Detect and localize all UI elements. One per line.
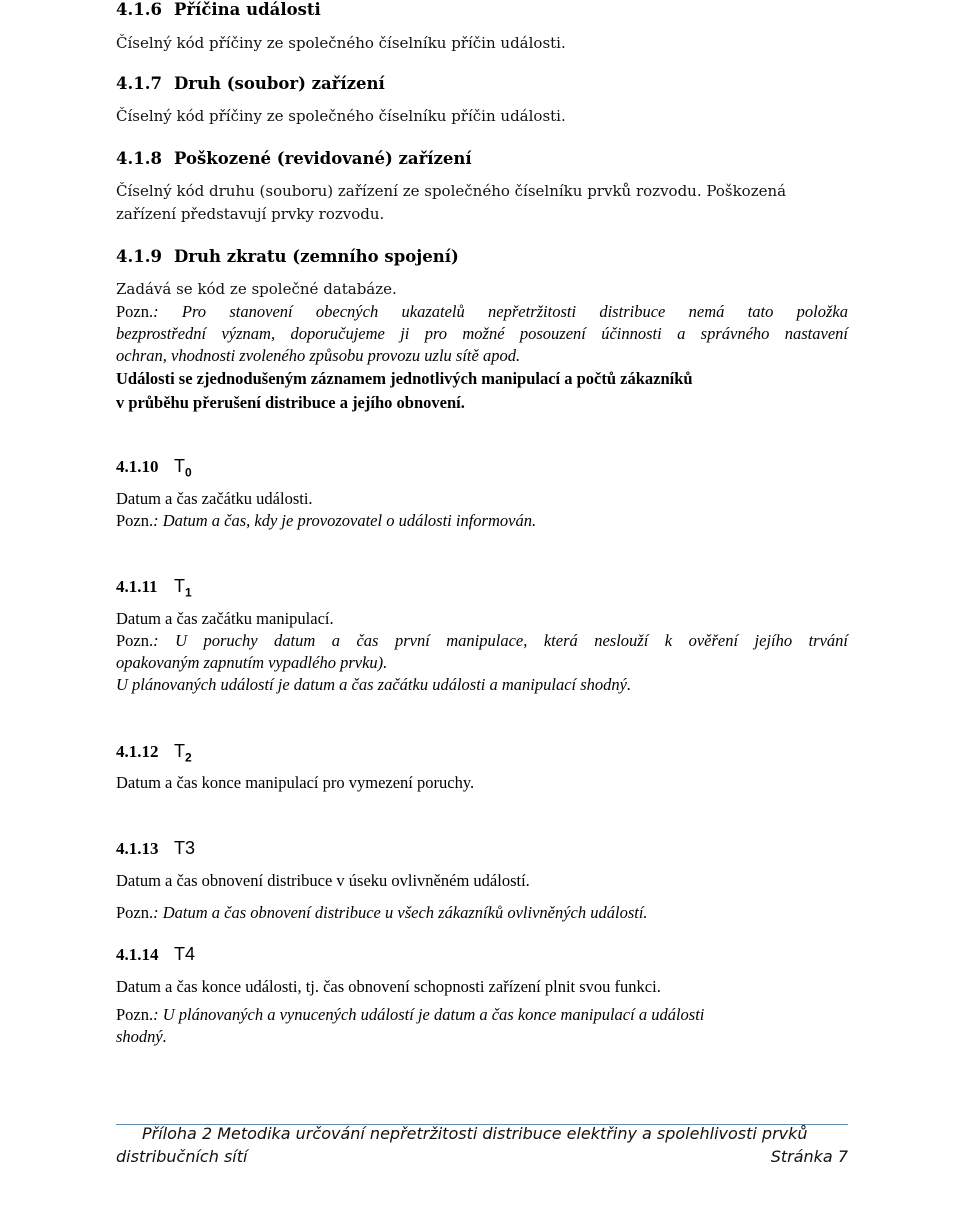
note-4-1-9-line1: Pozn.: Pro stanovení obecných ukazatelů nepřetržitosti distribuce nemá tato položka	[116, 302, 848, 321]
note-4-1-9-line2: bezprostřední význam, doporučujeme ji pro možné posouzení účinnosti a správného nastavení	[116, 324, 848, 343]
bold-note-line2: v průběhu přerušení distribuce a jejího obnovení.	[116, 393, 465, 412]
heading-4-1-13: 4.1.13 T3	[116, 838, 196, 858]
heading-4-1-7: 4.1.7 Druh (soubor) zařízení	[116, 74, 385, 93]
footer-doc-title: distribučních sítí	[116, 1147, 248, 1166]
footer-line1: Příloha 2 Metodika určování nepřetržitosti distribuce elektřiny a spolehlivosti prvků	[142, 1124, 808, 1143]
footer-line2	[116, 1147, 848, 1166]
bold-note-line1: Události se zjednodušeným záznamem jednotlivých manipulací a počtů zákazníků	[116, 369, 693, 388]
note-4-1-14-line2: shodný.	[116, 1027, 167, 1046]
paragraph-4-1-12: Datum a čas konce manipulací pro vymezení poruchy.	[116, 773, 475, 792]
paragraph-4-1-6: Číselný kód příčiny ze společného číselníku příčin události.	[116, 34, 566, 52]
heading-4-1-12: 4.1.12 $T_2$	[116, 741, 192, 765]
heading-4-1-9: 4.1.9 Druh zkratu (zemního spojení)	[116, 247, 459, 266]
paragraph-4-1-8-line1: Číselný kód druhu (souboru) zařízení ze společného číselníku prvků rozvodu. Poškozená	[116, 182, 787, 200]
footer-page-number: Stránka 7	[770, 1147, 848, 1166]
paragraph-4-1-11: Datum a čas začátku manipulací.	[116, 609, 334, 628]
note-4-1-10: Pozn.: Datum a čas, kdy je provozovatel o události informován.	[116, 511, 537, 530]
note-4-1-11-line2: opakovaným zapnutím vypadlého prvku).	[116, 653, 388, 672]
heading-4-1-6: 4.1.6 Příčina události	[116, 0, 321, 19]
heading-4-1-10: 4.1.10 $T_0$	[116, 456, 192, 480]
note-4-1-14-line1: Pozn.: U plánovaných a vynucených událostí je datum a čas konce manipulací a události	[116, 1005, 705, 1024]
heading-4-1-11: 4.1.11 $T_1$	[116, 576, 192, 600]
heading-4-1-8: 4.1.8 Poškozené (revidované) zařízení	[116, 149, 472, 168]
note-4-1-9-line3: ochran, vhodnosti zvoleného způsobu provozu uzlu sítě apod.	[116, 346, 521, 365]
note-4-1-11-line1: Pozn.: U poruchy datum a čas první manipulace, která neslouží k ověření jejího trvání	[116, 631, 848, 650]
paragraph-4-1-7: Číselný kód příčiny ze společného číselníku příčin události.	[116, 107, 566, 125]
paragraph-4-1-8-line2: zařízení představují prvky rozvodu.	[116, 205, 385, 223]
note-4-1-13: Pozn.: Datum a čas obnovení distribuce u všech zákazníků ovlivněných událostí.	[116, 903, 648, 922]
paragraph-4-1-9: Zadává se kód ze společné databáze.	[116, 280, 397, 298]
heading-4-1-14: 4.1.14 T4	[116, 944, 196, 964]
paragraph-4-1-10: Datum a čas začátku události.	[116, 489, 313, 508]
paragraph-4-1-13: Datum a čas obnovení distribuce v úseku ovlivněném událostí.	[116, 871, 530, 890]
note-4-1-11-line3: U plánovaných událostí je datum a čas začátku události a manipulací shodný.	[116, 675, 632, 694]
paragraph-4-1-14: Datum a čas konce události, tj. čas obnovení schopnosti zařízení plnit svou funkci.	[116, 977, 661, 996]
